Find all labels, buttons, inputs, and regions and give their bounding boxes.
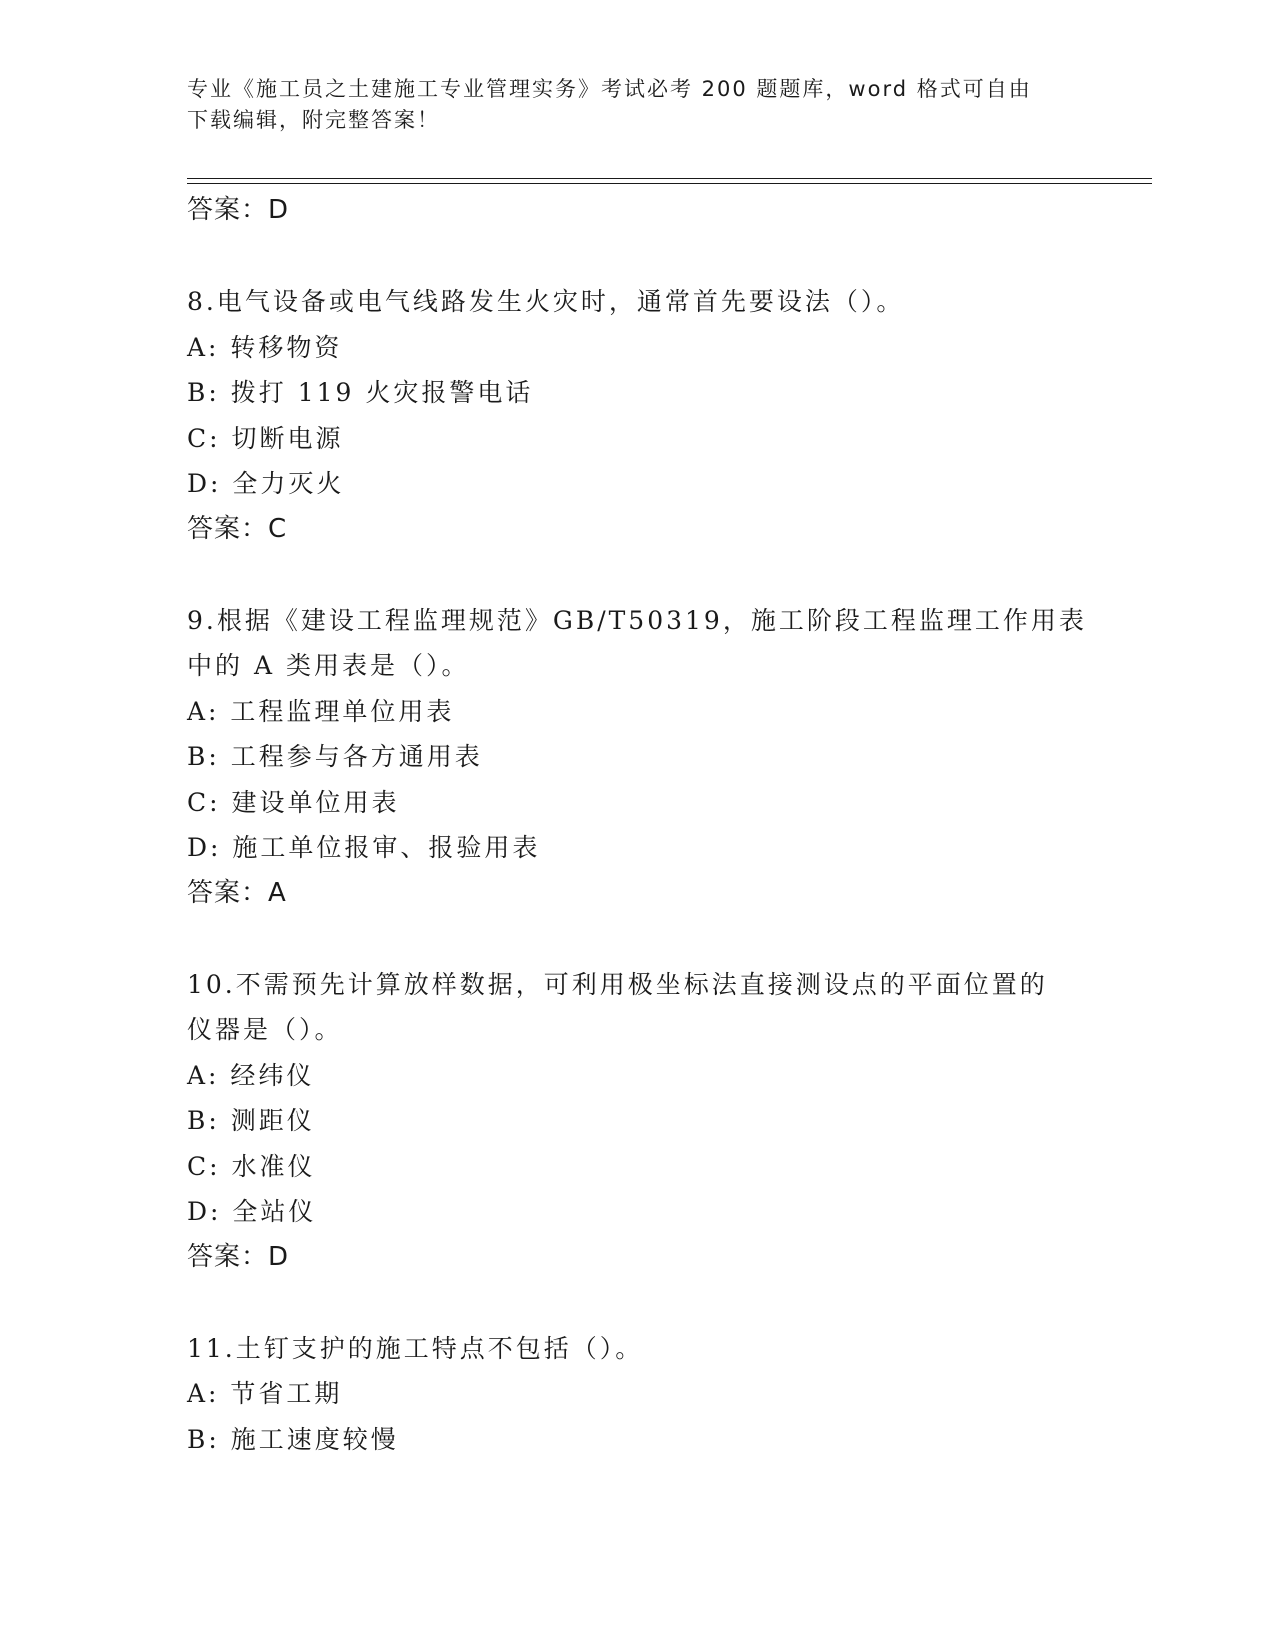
answer-previous: 答案：D bbox=[187, 195, 290, 225]
spacer bbox=[187, 916, 1087, 962]
option-c: C: 切断电源 bbox=[187, 423, 344, 453]
question-8 bbox=[187, 279, 1087, 552]
spacer bbox=[187, 234, 1087, 280]
question-stem-line-1: 10.不需预先计算放样数据，可利用极坐标法直接测设点的平面位置的 bbox=[187, 969, 1048, 999]
answer: 答案：A bbox=[187, 877, 287, 908]
question-stem: 11.土钉支护的施工特点不包括（）。 bbox=[187, 1333, 644, 1363]
question-stem-line-1: 9.根据《建设工程监理规范》GB/T50319，施工阶段工程监理工作用表 bbox=[187, 605, 1087, 635]
question-stem-line-2: 中的 A 类用表是（）。 bbox=[187, 651, 470, 680]
header-divider-top bbox=[187, 178, 1152, 179]
option-c: C: 水准仪 bbox=[187, 1151, 316, 1181]
header-line-1: 专业《施工员之土建施工专业管理实务》考试必考 200 题题库，word 格式可自由 bbox=[187, 77, 1032, 101]
header-line-2: 下载编辑，附完整答案！ bbox=[187, 108, 440, 132]
option-d: D: 全站仪 bbox=[187, 1197, 317, 1226]
spacer bbox=[187, 1280, 1087, 1326]
option-b: B: 施工速度较慢 bbox=[187, 1424, 399, 1454]
option-a: A: 经纬仪 bbox=[187, 1060, 315, 1090]
option-b: B: 工程参与各方通用表 bbox=[187, 742, 483, 771]
question-10 bbox=[187, 962, 1087, 1281]
question-stem: 8.电气设备或电气线路发生火灾时，通常首先要设法（）。 bbox=[187, 287, 905, 316]
answer: 答案：D bbox=[187, 1241, 290, 1272]
question-9 bbox=[187, 598, 1087, 917]
option-a: A: 转移物资 bbox=[187, 332, 343, 362]
option-d: D: 全力灭火 bbox=[187, 469, 345, 498]
question-stem-line-2: 仪器是（）。 bbox=[187, 1015, 343, 1044]
question-11 bbox=[187, 1326, 1087, 1463]
page-header bbox=[187, 74, 1087, 136]
answer: 答案：C bbox=[187, 513, 288, 544]
option-c: C: 建设单位用表 bbox=[187, 787, 400, 817]
option-b: B: 测距仪 bbox=[187, 1106, 315, 1135]
header-divider-bottom bbox=[187, 183, 1152, 184]
document-body bbox=[187, 188, 1087, 1462]
option-a: A: 工程监理单位用表 bbox=[187, 696, 455, 726]
option-b: B: 拨打 119 火灾报警电话 bbox=[187, 378, 534, 407]
option-d: D: 施工单位报审、报验用表 bbox=[187, 833, 541, 862]
spacer bbox=[187, 552, 1087, 598]
option-a: A: 节省工期 bbox=[187, 1379, 343, 1408]
